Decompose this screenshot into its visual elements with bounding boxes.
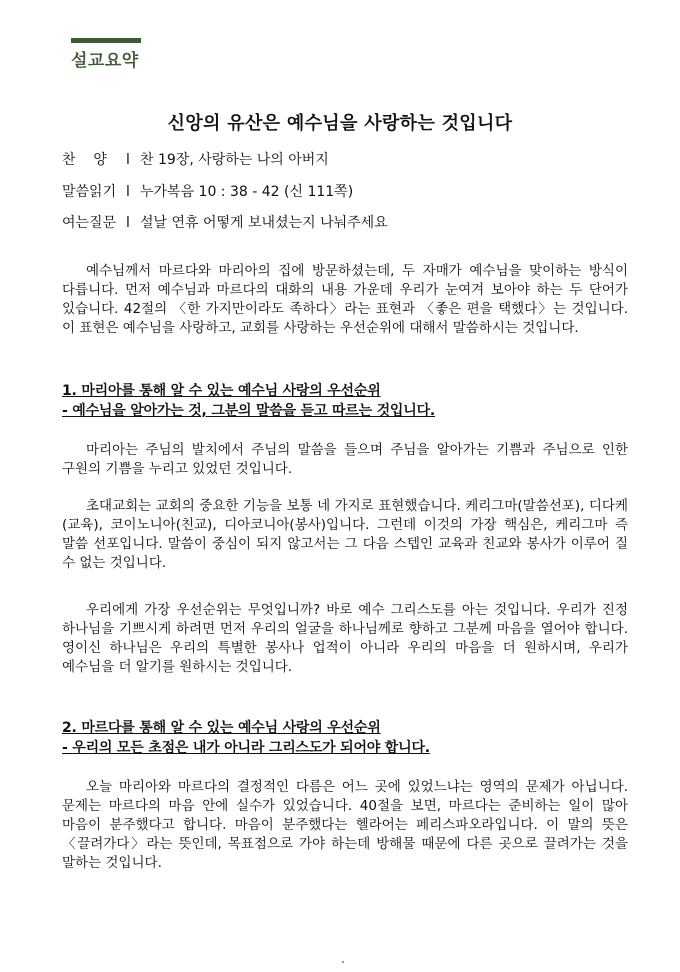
section-1-subheading: - 예수님을 알아가는 것, 그분의 말씀을 듣고 따르는 것입니다. <box>62 403 436 419</box>
footer-dot <box>342 961 344 963</box>
meta-label: 찬 양 <box>62 152 107 168</box>
meta-row-question <box>62 213 388 233</box>
meta-value: 설날 연휴 어떻게 보내셨는지 나눠주세요 <box>140 215 388 231</box>
section-1-paragraph: 초대교회는 교회의 중요한 기능을 보통 네 가지로 표현했습니다. 케리그마(말씀선포), 디다케(교육), 코이노니아(친교), 디아코니아(봉사)입니다. 그런데 이것의 가장 핵심은, 케리그마 즉 말씀 선포입니다. 말씀이 중심이 되지 않고서는 그 다음 스텝인 교육과 친교와 봉사가 이루어 질 수 없는 것입니다. <box>62 498 628 571</box>
meta-row-hymn <box>62 150 329 170</box>
section-2-subheading: - 우리의 모든 초점은 내가 아니라 그리스도가 되어야 합니다. <box>62 740 430 756</box>
meta-separator: l <box>126 215 130 231</box>
intro-paragraph: 예수님께서 마르다와 마리아의 집에 방문하셨는데, 두 자매가 예수님을 맞이하는 방식이 다릅니다. 먼저 예수님과 마르다의 대화의 내용 가운데 우리가 눈여겨 보아야 하는 두 단어가 있습니다. 42절의 〈한 가지만이라도 족하다〉라는 표현과 〈좋은 편을 택했다〉는 것입니다. 이 표현은 예수님을 사랑하고, 교회를 사랑하는 우선순위에 대해서 말씀하시는 것입니다. <box>62 263 628 336</box>
header-bar <box>71 38 141 43</box>
section-2-paragraph: 오늘 마리아와 마르다의 결정적인 다름은 어느 곳에 있었느냐는 영역의 문제가 아닙니다. 문제는 마르다의 마음 안에 실수가 있었습니다. 40절을 보면, 마르다는 준비하는 일이 많아 마음이 분주했다고 합니다. 마음이 분주했다는 헬라어는 페리스파오라입니다. 이 말의 뜻은 〈끌려가다〉라는 뜻인데, 목표점으로 가야 하는데 방해물 때문에 다른 곳으로 끌려가는 것을 말하는 것입니다. <box>62 779 628 871</box>
meta-value: 누가복음 10 : 38 - 42 (신 111쪽) <box>140 184 354 200</box>
section-header-label: 설교요약 <box>71 51 139 71</box>
section-1-heading: 1. 마리아를 통해 알 수 있는 예수님 사랑의 우선순위 <box>62 383 381 399</box>
section-1-paragraph: 우리에게 가장 우선순위는 무엇입니까? 바로 예수 그리스도를 아는 것입니다. 우리가 진정 하나님을 기쁘시게 하려면 먼저 우리의 얼굴을 하나님께로 향하고 그분께 마음을 열어야 합니다. 영이신 하나님은 우리의 특별한 봉사나 업적이 아니라 우리의 마음을 더 원하시며, 우리가 예수님을 더 알기를 원하시는 것입니다. <box>62 602 628 675</box>
meta-label: 여는질문 <box>62 215 117 231</box>
page-title: 신앙의 유산은 예수님을 사랑하는 것입니다 <box>167 113 513 134</box>
section-1-paragraph: 마리아는 주님의 발치에서 주님의 말씀을 들으며 주님을 알아가는 기쁨과 주님으로 인한 구원의 기쁨을 누리고 있었던 것입니다. <box>62 442 628 477</box>
meta-separator: l <box>126 152 130 168</box>
meta-separator: l <box>126 184 130 200</box>
meta-row-reading <box>62 182 353 202</box>
meta-value: 찬 19장, 사랑하는 나의 아버지 <box>140 152 329 168</box>
meta-label: 말씀읽기 <box>62 184 117 200</box>
section-2-heading: 2. 마르다를 통해 알 수 있는 예수님 사랑의 우선순위 <box>62 720 381 736</box>
